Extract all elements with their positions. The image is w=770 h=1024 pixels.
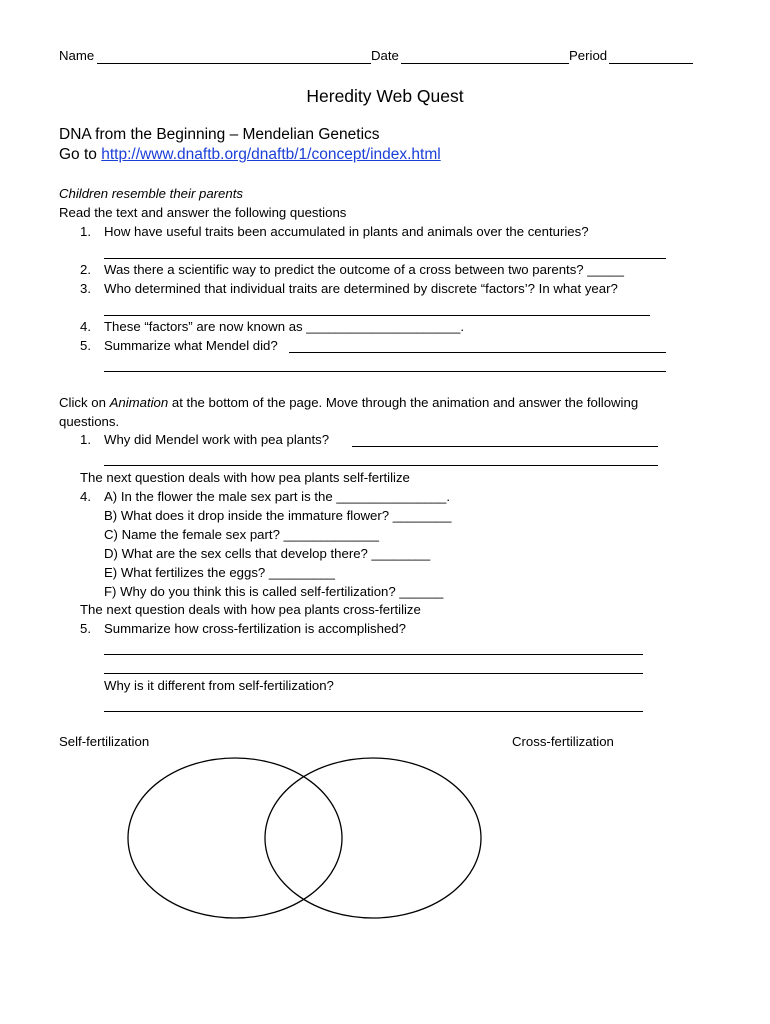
question-text: Was there a scientific way to predict the outcome of a cross between two parents? _____: [104, 262, 624, 277]
question-part: E) What fertilizes the eggs? _________: [104, 565, 335, 580]
question-text: How have useful traits been accumulated in plants and animals over the centuries?: [104, 224, 589, 239]
page-title: Heredity Web Quest: [306, 86, 464, 106]
url-link[interactable]: http://www.dnaftb.org/dnaftb/1/concept/index.html: [101, 146, 441, 163]
cross-fertilize-intro: The next question deals with how pea plants cross-fertilize: [80, 602, 421, 617]
venn-left-circle: [128, 758, 342, 918]
animation-term: Animation: [109, 395, 169, 410]
period-label: Period: [569, 48, 608, 63]
animation-instruction: Click on Animation at the bottom of the page. Move through the animation and answer the following: [59, 395, 639, 410]
section-heading: DNA from the Beginning – Mendelian Genetics: [59, 126, 380, 143]
question-text: Who determined that individual traits are determined by discrete “factors’? In what year?: [104, 281, 618, 296]
question-number: 1.: [80, 432, 91, 447]
question-number: 5.: [80, 621, 91, 636]
question-part: D) What are the sex cells that develop there? ________: [104, 546, 431, 561]
question-text: Summarize what Mendel did?: [104, 338, 278, 353]
section-instruction: Read the text and answer the following questions: [59, 205, 347, 220]
followup-question: Why is it different from self-fertilization?: [104, 678, 334, 693]
question-number: 3.: [80, 281, 91, 296]
self-fertilize-intro: The next question deals with how pea plants self-fertilize: [80, 470, 410, 485]
question-part: A) In the flower the male sex part is the _______________.: [104, 489, 451, 504]
section-subtitle: Children resemble their parents: [59, 186, 243, 201]
question-text: These “factors” are now known as _____________________.: [104, 319, 464, 334]
question-number: 5.: [80, 338, 91, 353]
animation-instruction-cont: questions.: [59, 414, 120, 429]
date-label: Date: [371, 48, 399, 63]
question-number: 4.: [80, 489, 91, 504]
question-part: C) Name the female sex part? _____________: [104, 527, 379, 542]
name-label: Name: [59, 48, 95, 63]
question-part: F) Why do you think this is called self-fertilization? ______: [104, 584, 444, 599]
goto-label: Go to: [59, 146, 97, 163]
question-number: 1.: [80, 224, 91, 239]
question-number: 4.: [80, 319, 91, 334]
question-text: Summarize how cross-fertilization is accomplished?: [104, 621, 406, 636]
venn-left-label: Self-fertilization: [59, 734, 150, 749]
venn-right-label: Cross-fertilization: [512, 734, 614, 749]
question-number: 2.: [80, 262, 91, 277]
venn-right-circle: [265, 758, 481, 918]
question-text: Why did Mendel work with pea plants?: [104, 432, 330, 447]
question-part: B) What does it drop inside the immature flower? ________: [104, 508, 452, 523]
